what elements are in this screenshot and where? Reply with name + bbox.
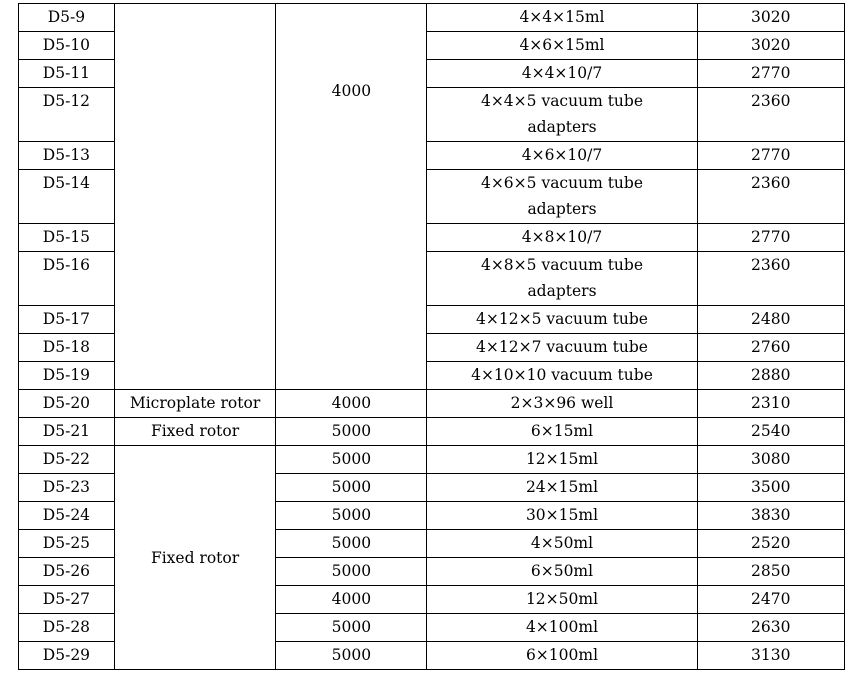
capacity-cell: 12×50ml xyxy=(427,586,697,614)
rcf-cell: 3500 xyxy=(697,474,844,502)
speed-cell: 5000 xyxy=(276,642,427,670)
rcf-cell: 3130 xyxy=(697,642,844,670)
model-cell: D5-10 xyxy=(19,32,115,60)
capacity-cell: 4×6×15ml xyxy=(427,32,697,60)
rcf-cell: 2770 xyxy=(697,60,844,88)
rcf-cell: 2470 xyxy=(697,586,844,614)
model-cell: D5-28 xyxy=(19,614,115,642)
capacity-cell: 4×12×7 vacuum tube xyxy=(427,334,697,362)
capacity-cell: 6×15ml xyxy=(427,418,697,446)
capacity-cell: 4×4×15ml xyxy=(427,4,697,32)
capacity-cell: 6×100ml xyxy=(427,642,697,670)
rotor-cell-empty xyxy=(114,4,275,390)
rcf-cell: 2880 xyxy=(697,362,844,390)
model-cell: D5-29 xyxy=(19,642,115,670)
rotor-spec-table xyxy=(18,3,845,670)
speed-value: 4000 xyxy=(331,81,372,100)
capacity-cell: 4×10×10 vacuum tube xyxy=(427,362,697,390)
capacity-cell: 2×3×96 well xyxy=(427,390,697,418)
model-cell: D5-11 xyxy=(19,60,115,88)
capacity-cell: 24×15ml xyxy=(427,474,697,502)
speed-cell: 4000 xyxy=(276,390,427,418)
capacity-cell: 4×50ml xyxy=(427,530,697,558)
rcf-cell: 3020 xyxy=(697,4,844,32)
table-row xyxy=(19,418,845,446)
model-cell: D5-27 xyxy=(19,586,115,614)
capacity-cell: 30×15ml xyxy=(427,502,697,530)
rcf-cell: 2540 xyxy=(697,418,844,446)
rcf-cell: 3080 xyxy=(697,446,844,474)
speed-cell: 5000 xyxy=(276,474,427,502)
rcf-cell: 2850 xyxy=(697,558,844,586)
capacity-cell: 6×50ml xyxy=(427,558,697,586)
rcf-cell: 2360 xyxy=(697,170,844,224)
speed-cell-merged xyxy=(276,4,427,390)
rotor-cell-merged: Fixed rotor xyxy=(114,446,275,670)
capacity-cell: 4×6×10/7 xyxy=(427,142,697,170)
speed-cell: 5000 xyxy=(276,446,427,474)
rcf-cell: 3830 xyxy=(697,502,844,530)
capacity-cell: 4×4×10/7 xyxy=(427,60,697,88)
model-cell: D5-20 xyxy=(19,390,115,418)
speed-cell: 5000 xyxy=(276,418,427,446)
model-cell: D5-16 xyxy=(19,252,115,306)
rcf-cell: 2360 xyxy=(697,88,844,142)
table-row xyxy=(19,446,845,474)
model-cell: D5-23 xyxy=(19,474,115,502)
model-cell: D5-15 xyxy=(19,224,115,252)
table-row xyxy=(19,4,845,32)
capacity-cell: 4×8×10/7 xyxy=(427,224,697,252)
model-cell: D5-13 xyxy=(19,142,115,170)
model-cell: D5-22 xyxy=(19,446,115,474)
speed-cell: 5000 xyxy=(276,558,427,586)
model-cell: D5-21 xyxy=(19,418,115,446)
model-cell: D5-25 xyxy=(19,530,115,558)
model-cell: D5-17 xyxy=(19,306,115,334)
rcf-cell: 2360 xyxy=(697,252,844,306)
capacity-cell: 4×4×5 vacuum tube adapters xyxy=(427,88,697,142)
rcf-cell: 2310 xyxy=(697,390,844,418)
rcf-cell: 2770 xyxy=(697,142,844,170)
capacity-cell: 12×15ml xyxy=(427,446,697,474)
model-cell: D5-18 xyxy=(19,334,115,362)
rotor-cell: Microplate rotor xyxy=(114,390,275,418)
capacity-cell: 4×12×5 vacuum tube xyxy=(427,306,697,334)
rcf-cell: 2760 xyxy=(697,334,844,362)
rcf-cell: 2770 xyxy=(697,224,844,252)
capacity-cell: 4×8×5 vacuum tube adapters xyxy=(427,252,697,306)
table-row xyxy=(19,390,845,418)
model-cell: D5-26 xyxy=(19,558,115,586)
speed-cell: 5000 xyxy=(276,614,427,642)
speed-cell: 5000 xyxy=(276,502,427,530)
rotor-cell: Fixed rotor xyxy=(114,418,275,446)
rcf-cell: 2520 xyxy=(697,530,844,558)
rcf-cell: 2480 xyxy=(697,306,844,334)
model-cell: D5-9 xyxy=(19,4,115,32)
speed-cell: 5000 xyxy=(276,530,427,558)
speed-cell: 4000 xyxy=(276,586,427,614)
capacity-cell: 4×100ml xyxy=(427,614,697,642)
model-cell: D5-19 xyxy=(19,362,115,390)
capacity-cell: 4×6×5 vacuum tube adapters xyxy=(427,170,697,224)
rcf-cell: 2630 xyxy=(697,614,844,642)
model-cell: D5-12 xyxy=(19,88,115,142)
rcf-cell: 3020 xyxy=(697,32,844,60)
model-cell: D5-24 xyxy=(19,502,115,530)
model-cell: D5-14 xyxy=(19,170,115,224)
